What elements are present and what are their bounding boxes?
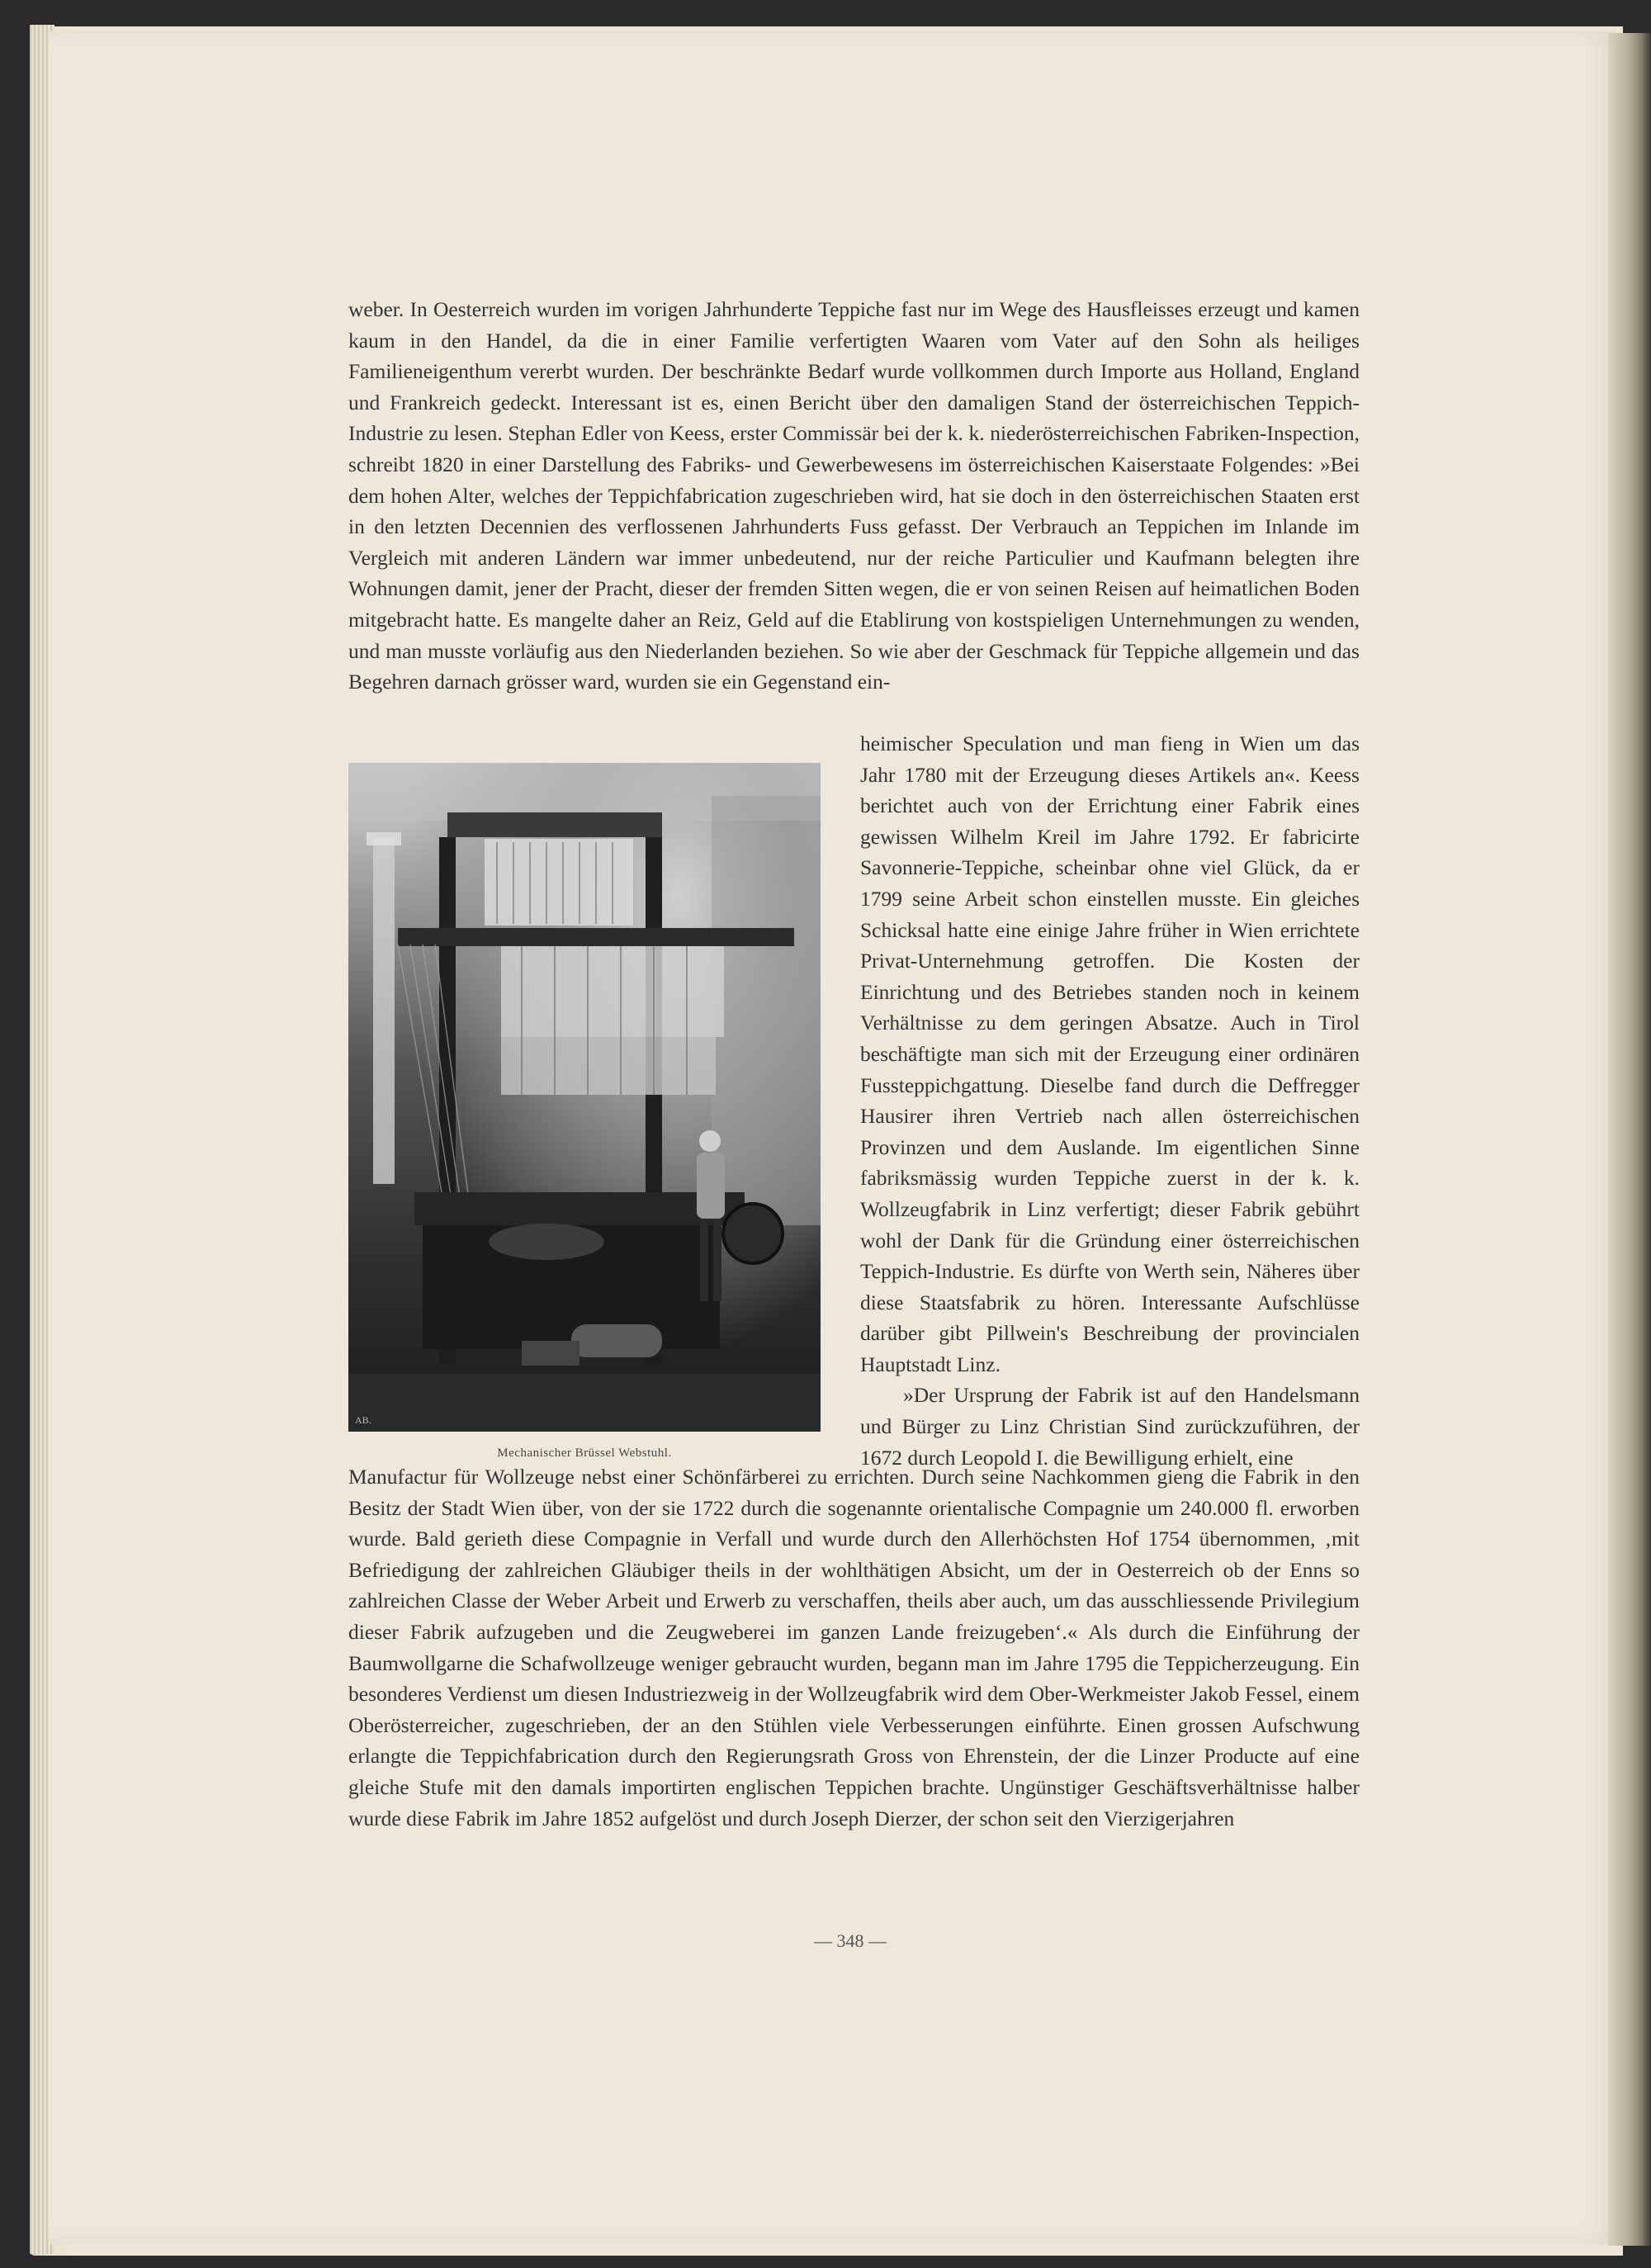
text-block-bottom [348,1461,1360,1834]
figure-monogram: AB. [355,1414,371,1426]
paragraph: heimischer Speculation und man fieng in Wien um das Jahr 1780 mit der Erzeugung dieses Artikels an«. Keess berichtet auch von der Errichtung einer Fabrik eines gewissen Wilhelm Kreil im Jahre 1792. Er fabricirte Savonnerie-Teppiche, scheinbar ohne viel Glück, da er 1799 seine Arbeit schon einstellen musste. Ein gleiches Schicksal hatte eine einige Jahre früher in Wien errichtete Privat-Unternehmung getroffen. Die Kosten der Einrichtung und des Betriebes standen noch in keinem Verhältnisse zu dem geringen Absatze. Auch in Tirol beschäftigte man sich mit der Erzeugung einer ordinären Fussteppichgattung. Dieselbe fand durch die Deffregger Hausirer ihren Vertrieb nach allen österreichischen Provinzen und dem Auslande. Im eigentlichen Sinne fabriksmässig wurden Teppiche zuerst in der k. k. Wollzeugfabrik in Linz verfertigt; dieser Fabrik gebührt wohl der Dank für die Gründung einer österreichischen Teppich-Industrie. Es dürfte von Werth sein, Näheres über diese Staatsfabrik zu hören. Interessante Aufschlüsse darüber gibt Pillwein's Beschreibung der provincialen Hauptstadt Linz. [860,732,1360,1376]
paragraph: »Der Ursprung der Fabrik ist auf den Handelsmann und Bürger zu Linz Christian Sind zurückzuführen, der 1672 durch Leopold I. die Bewilligung erhielt, eine [860,1383,1360,1470]
paragraph: Manufactur für Wollzeuge nebst einer Schönfärberei zu errichten. Durch seine Nachkommen gieng die Fabrik in den Besitz der Stadt Wien über, von der sie 1722 durch die sogenannte orientalische Compagnie um 240.000 fl. erworben wurde. Bald gerieth diese Compagnie in Verfall und wurde durch den Allerhöchsten Hof 1754 übernommen, ‚mit Befriedigung der zahlreichen Gläubiger theils in der wohlthätigen Absicht, um der in Oesterreich ob der Enns so zahlreichen Classe der Weber Arbeit und Erwerb zu verschaffen, theils aber auch, um das ausschliessende Privilegium dieser Fabrik aufzugeben und die Zeugweberei im ganzen Lande freizugeben‘.« Als durch die Einführung der Baumwollgarne die Schafwollzeuge weniger gebraucht wurden, begann man im Jahre 1795 die Teppicherzeugung. Ein besonderes Verdienst um diesen Industriezweig in der Wollzeugfabrik wird dem Ober-Werkmeister Jakob Fessel, einem Oberösterreicher, zugeschrieben, der an den Stühlen viele Verbesserungen einführte. Einen grossen Aufschwung erlangte die Teppichfabrication durch den Regierungsrath Gross von Ehrenstein, der die Linzer Producte auf eine gleiche Stufe mit den damals importirten englischen Teppichen brachte. Ungünstiger Geschäftsverhältnisse halber wurde diese Fabrik im Jahre 1852 aufgelöst und durch Joseph Dierzer, der schon seit den Vierzigerjahren [348,1465,1360,1830]
figure-caption: Mechanischer Brüssel Webstuhl. [497,1447,672,1460]
text-column-right [860,728,1360,1473]
page-number: — 348 — [814,1930,887,1951]
text-block-top [348,294,1360,698]
paragraph: weber. In Oesterreich wurden im vorigen Jahrhunderte Teppiche fast nur im Wege des Hausfleisses erzeugt und kamen kaum in den Handel, da die in einer Familie verfertigten Waaren vom Vater auf den Sohn als heiliges Familieneigenthum vererbt wurden. Der beschränkte Bedarf wurde vollkommen durch Importe aus Holland, England und Frankreich gedeckt. Interessant ist es, einen Bericht über den damaligen Stand der österreichischen Teppich-Industrie zu lesen. Stephan Edler von Keess, erster Commissär bei der k. k. niederösterreichischen Fabriken-Inspection, schreibt 1820 in einer Darstellung des Fabriks- und Gewerbewesens im österreichischen Kaiserstaate Folgendes: »Bei dem hohen Alter, welches der Teppichfabrication zugeschrieben wird, hat sie doch in den österreichischen Staaten erst in den letzten Decennien des verflossenen Jahrhunderts Fuss gefasst. Der Verbrauch an Teppichen im Inlande im Vergleich mit anderen Ländern war immer unbedeutend, nur der reiche Particulier und Kaufmann belegten ihre Wohnungen damit, jener der Pracht, dieser der fremden Sitten wegen, die er von seinen Reisen auf heimatlichen Boden mitgebracht hatte. Es mangelte daher an Reiz, Geld auf die Etablirung von kostspieligen Unternehmungen zu wenden, und man musste vorläufig aus den Niederlanden beziehen. So wie aber der Geschmack für Teppiche allgemein und das Begehren darnach grösser ward, wurden sie ein Gegenstand ein- [348,297,1360,694]
loom-illustration [348,763,821,1432]
book-spine-edge [1608,33,1651,2246]
loom-photograph [348,763,821,1432]
